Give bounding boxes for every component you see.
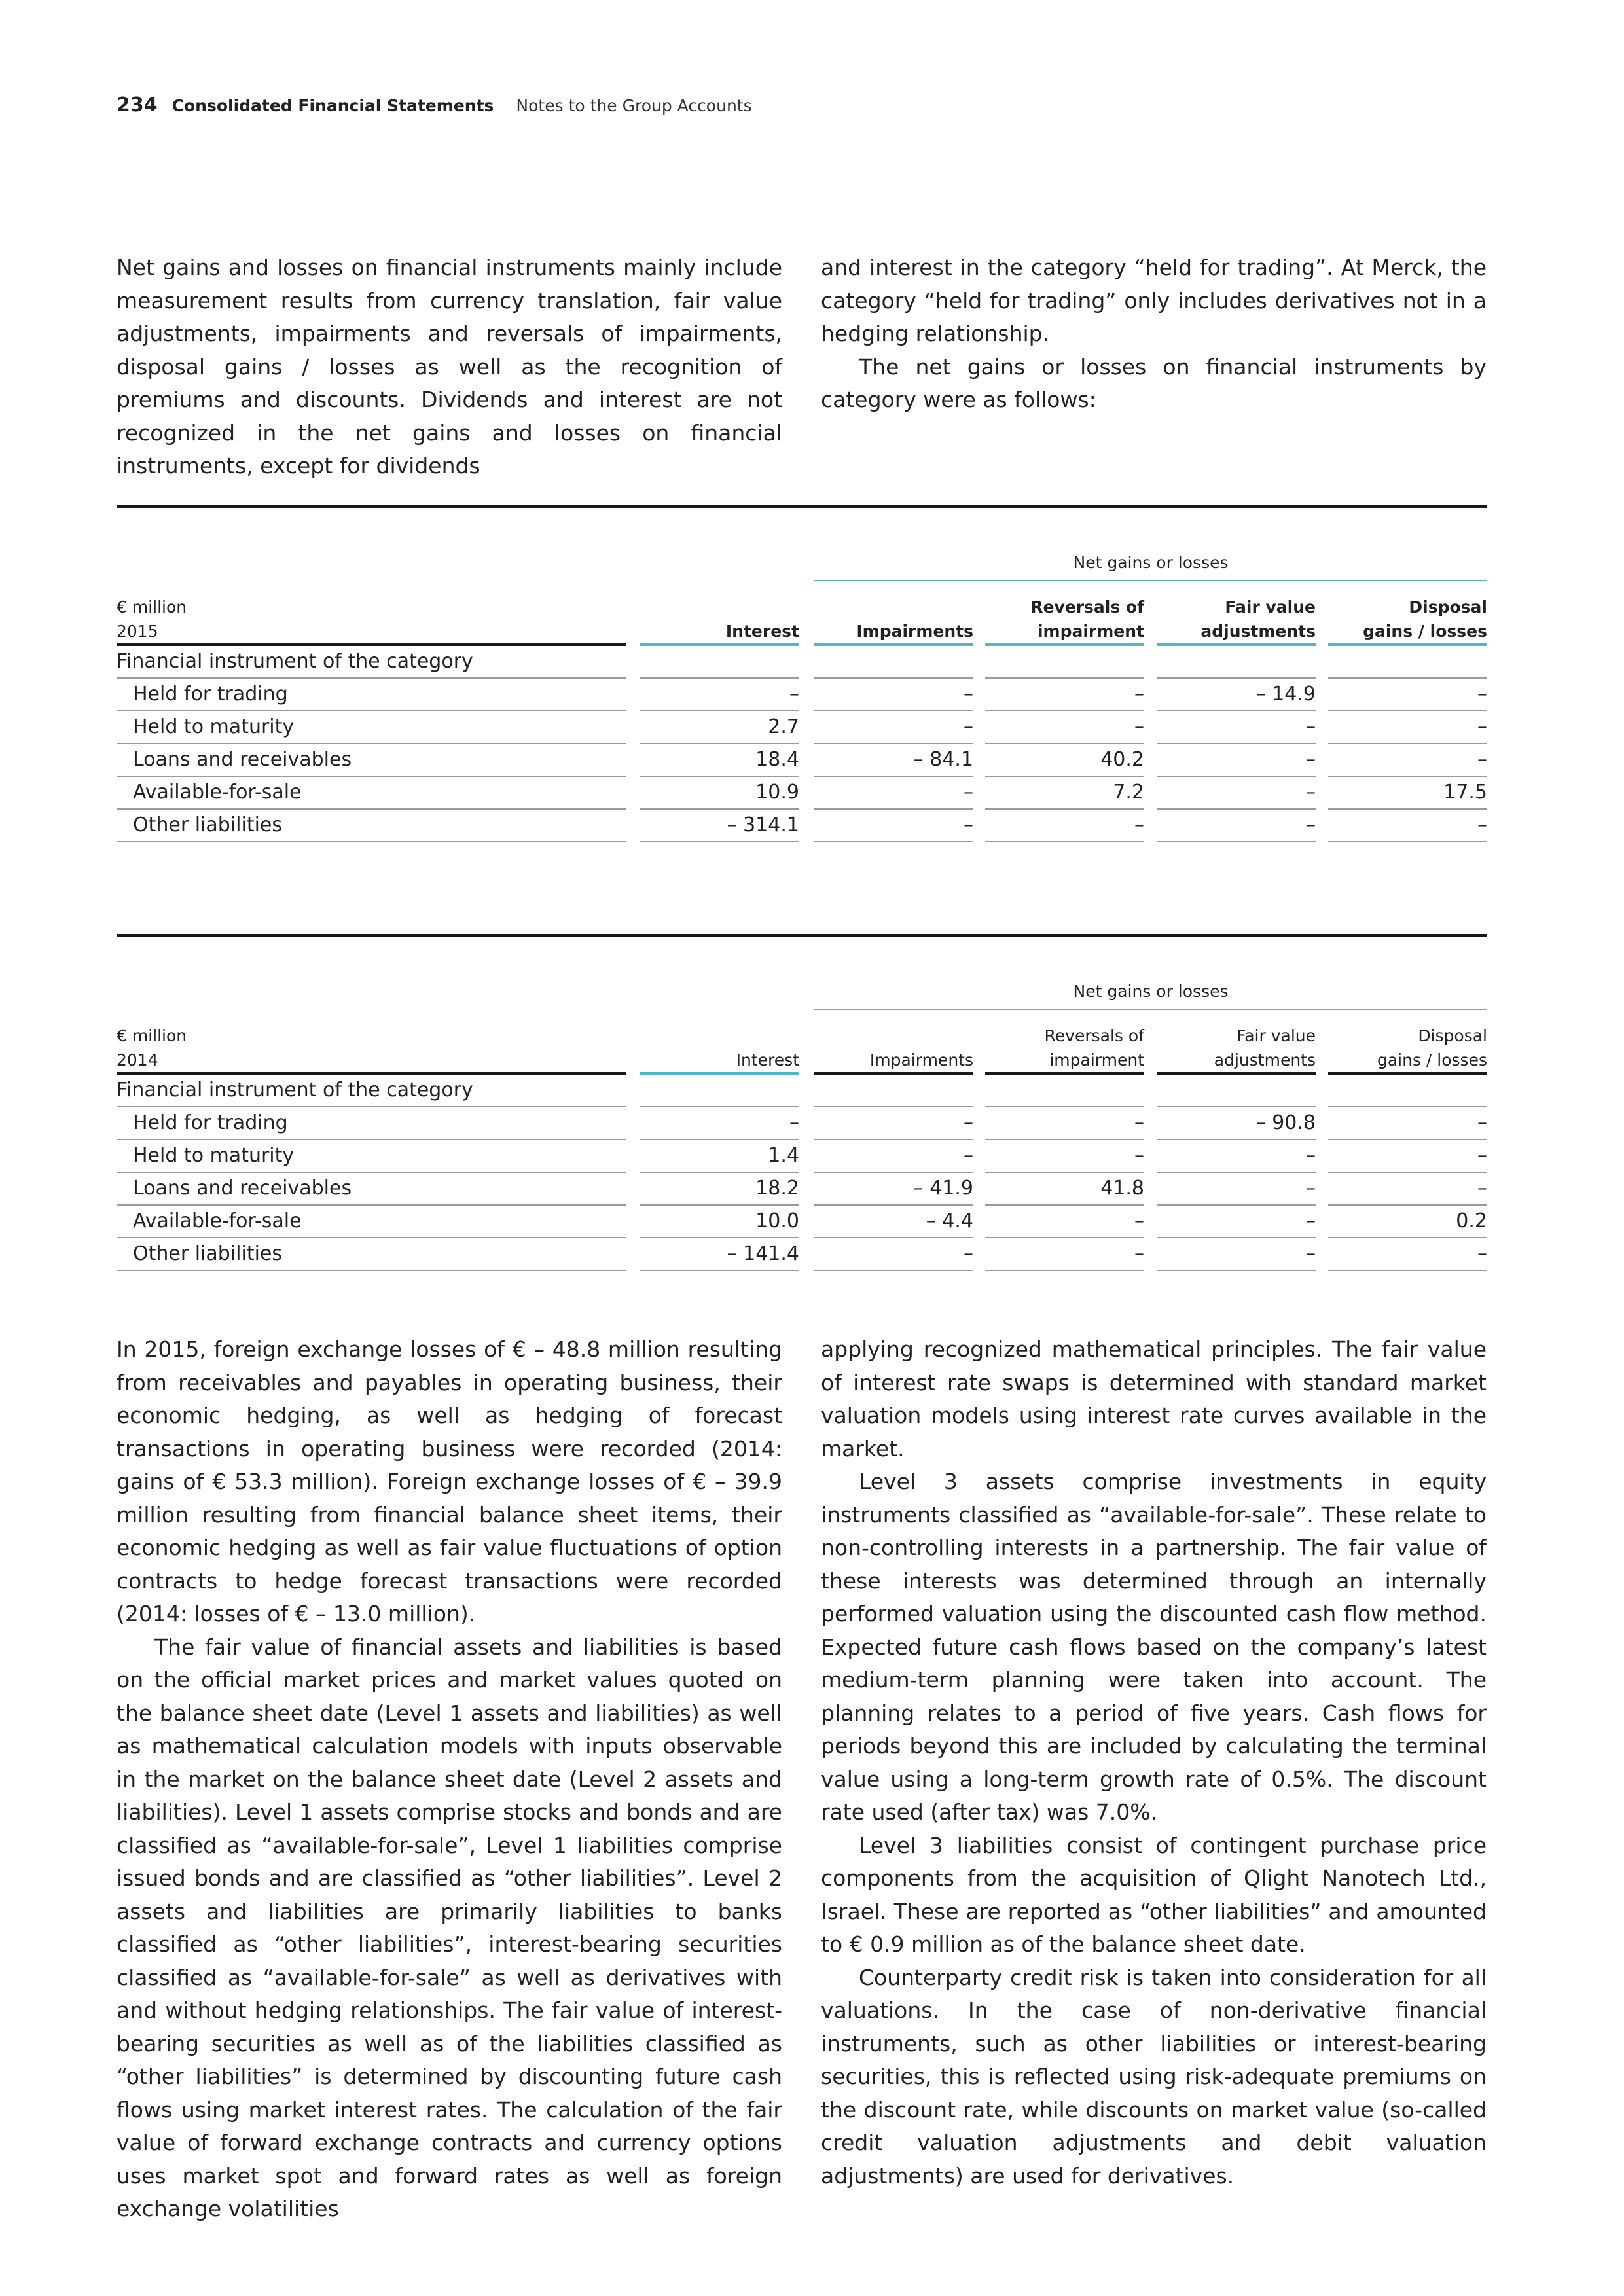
paragraph: Level 3 assets comprise investments in equity instruments classified as “available-for-sale”. These relate to non-controlling interests in a partnership. The fair value of these interests was determined through an internally performed valuation using the discounted cash flow method. Expected future cash flows based on the company’s latest medium-term planning were taken into account. The planning relates to a period of five years. Cash flows for periods beyond this are included by calculating the terminal value using a long-term growth rate of 0.5%. The discount rate used (after tax) was 7.0%.	[821, 1469, 1487, 1825]
cell-rule	[1328, 1270, 1487, 1271]
paragraph: Net gains and losses on financial instruments mainly include measurement results from currency translation, fair value adjustments, impairments and reversals of impairments, disposal gains / losses as well as the recognition of premiums and discounts. Dividends and interest are not recognized in the net gains and losses on financial instruments, except for dividends	[117, 255, 782, 478]
table-cell: 40.2	[1100, 748, 1144, 771]
table-row	[117, 1107, 1487, 1140]
category-row	[117, 646, 1487, 679]
table-cell: –	[964, 1111, 973, 1134]
column-header: impairment	[1037, 622, 1144, 641]
column-header-line1: Reversals of	[1030, 598, 1144, 617]
table-cell: 7.2	[1113, 781, 1144, 804]
table-cell: –	[789, 1111, 799, 1134]
column-header: Impairments	[856, 622, 973, 641]
table-row	[117, 777, 1487, 810]
table-cell: –	[1477, 1144, 1487, 1167]
table-cell: – 14.9	[1255, 683, 1316, 706]
table-cell: –	[1134, 1144, 1144, 1167]
table-cell: –	[1306, 781, 1316, 804]
year-label: 2014	[117, 1050, 158, 1069]
table-cell: –	[964, 683, 973, 706]
cell-rule	[985, 1270, 1144, 1271]
body-right-column	[821, 1333, 1487, 2193]
table-row	[117, 1140, 1487, 1173]
unit-label: € million	[117, 1026, 187, 1045]
table-cell: – 314.1	[727, 814, 799, 836]
table-cell: –	[1306, 1177, 1316, 1200]
table-cell: – 4.4	[926, 1210, 973, 1232]
table-cell: 17.5	[1443, 781, 1487, 804]
cell-rule	[1157, 1270, 1316, 1271]
table-cell: 41.8	[1100, 1177, 1144, 1200]
row-label: Held for trading	[133, 1111, 288, 1134]
table-cell: –	[1134, 715, 1144, 738]
cell-rule	[1157, 841, 1316, 842]
column-header: adjustments	[1214, 1050, 1316, 1069]
body-left-column	[117, 1333, 782, 2226]
table-row	[117, 1238, 1487, 1271]
row-label: Loans and receivables	[133, 1177, 352, 1200]
row-label: Financial instrument of the category	[117, 650, 473, 673]
row-label: Held to maturity	[133, 715, 295, 738]
subsection-title: Notes to the Group Accounts	[516, 96, 752, 115]
table-cell: –	[1477, 814, 1487, 836]
column-header-line1: Reversals of	[1044, 1026, 1144, 1045]
table-cell: –	[964, 781, 973, 804]
group-header-rule	[814, 1009, 1487, 1010]
table-cell: 1.4	[768, 1144, 799, 1167]
table-cell: 0.2	[1456, 1210, 1487, 1232]
column-header: gains / losses	[1363, 622, 1487, 641]
table-cell: –	[1306, 814, 1316, 836]
table-cell: –	[1477, 1177, 1487, 1200]
table-cell: –	[964, 1242, 973, 1265]
intro-right-column	[821, 251, 1487, 417]
row-rule	[117, 841, 626, 842]
cell-rule	[814, 841, 973, 842]
table-cell: –	[1306, 1242, 1316, 1265]
row-label: Available-for-sale	[133, 781, 302, 804]
table-cell	[1328, 1075, 1487, 1107]
table-cell: –	[1306, 1144, 1316, 1167]
table-cell: – 84.1	[913, 748, 973, 771]
paragraph: In 2015, foreign exchange losses of € – 48.8 million resulting from receivables and payables in operating business, their economic hedging, as well as hedging of forecast transactions in operating business were recorded (2014: gains of € 53.3 million). Foreign exchange losses of € – 39.9 million resulting from financial balance sheet items, their economic hedging as well as fair value fluctuations of option contracts to hedge forecast transactions were recorded (2014: losses of € – 13.0 million).	[117, 1336, 782, 1626]
table-cell: 18.4	[755, 748, 799, 771]
row-label: Held to maturity	[133, 1144, 295, 1167]
table-top-rule	[117, 505, 1487, 508]
paragraph: Counterparty credit risk is taken into consideration for all valuations. In the case of non-derivative financial instruments, such as other liabilities or interest-bearing securities, this is reflected using risk-adequate premiums on the discount rate, while discounts on market value (so-called credit valuation adjustments and debit valuation adjustments) are used for derivatives.	[821, 1964, 1487, 2189]
table-cell: – 41.9	[913, 1177, 973, 1200]
paragraph: The fair value of financial assets and liabilities is based on the official market prices and market values quoted on the balance sheet date (Level 1 assets and liabilities) as well as mathematical calculation models with inputs observable in the market on the balance sheet date (Level 2 assets and liabilities). Level 1 assets comprise stocks and bonds and are classified as “available-for-sale”, Level 1 liabilities comprise issued bonds and are classified as “other liabilities”. Level 2 assets and liabilities are primarily liabilities to banks classified as “other liabilities”, interest-bearing securities classified as “available-for-sale” as well as derivatives with and without hedging relationships. The fair value of interest-bearing securities as well as of the liabilities classified as “other liabilities” is determined by discounting future cash flows using market interest rates. The calculation of the fair value of forward exchange contracts and currency options uses market spot and forward rates as well as foreign exchange volatilities	[117, 1634, 782, 2221]
group-header: Net gains or losses	[1073, 982, 1229, 1001]
intro-left-column	[117, 251, 782, 483]
table-cell: –	[1134, 683, 1144, 706]
table-cell: –	[789, 683, 799, 706]
column-header: impairment	[1049, 1050, 1144, 1069]
paragraph: Level 3 liabilities consist of contingent purchase price components from the acquisition of Qlight Nanotech Ltd., Israel. These are reported as “other liabilities” and amounted to € 0.9 million as of the balance sheet date.	[821, 1832, 1487, 1957]
table-cell: –	[1477, 748, 1487, 771]
group-header: Net gains or losses	[1073, 553, 1229, 572]
table-cell: –	[1134, 814, 1144, 836]
table-top-rule	[117, 934, 1487, 937]
row-label: Available-for-sale	[133, 1210, 302, 1232]
category-row	[117, 1075, 1487, 1107]
table-cell	[640, 1075, 799, 1107]
table-cell: –	[1134, 1210, 1144, 1232]
table-row	[117, 1173, 1487, 1206]
table-cell: –	[964, 814, 973, 836]
table-row	[117, 1206, 1487, 1238]
cell-rule	[640, 841, 799, 842]
table-cell: –	[1477, 1111, 1487, 1134]
table-cell: –	[964, 1144, 973, 1167]
table-cell: 10.0	[755, 1210, 799, 1232]
table-row	[117, 744, 1487, 777]
row-label: Other liabilities	[133, 1242, 283, 1265]
table-cell: 2.7	[768, 715, 799, 738]
paragraph: applying recognized mathematical principles. The fair value of interest rate swaps is determined with standard market valuation models using interest rate curves available in the market.	[821, 1336, 1487, 1462]
table-cell: 10.9	[755, 781, 799, 804]
table-cell	[1157, 646, 1316, 679]
table-cell: –	[1134, 1242, 1144, 1265]
unit-label: € million	[117, 598, 187, 617]
row-label: Loans and receivables	[133, 748, 352, 771]
table-cell: –	[1306, 748, 1316, 771]
group-header-rule	[814, 580, 1487, 581]
cell-rule	[1328, 841, 1487, 842]
table-cell: –	[964, 715, 973, 738]
table-cell: –	[1306, 715, 1316, 738]
column-header-line1: Fair value	[1236, 1026, 1316, 1045]
row-label: Other liabilities	[133, 814, 283, 836]
table-2015	[117, 505, 1487, 852]
page-number: 234	[117, 94, 158, 117]
table-row	[117, 711, 1487, 744]
table-cell: –	[1477, 1242, 1487, 1265]
running-header	[117, 94, 752, 117]
table-cell	[985, 1075, 1144, 1107]
row-rule	[117, 1270, 626, 1271]
row-label: Held for trading	[133, 683, 288, 706]
cell-rule	[814, 1270, 973, 1271]
paragraph: and interest in the category “held for trading”. At Merck, the category “held for trading” only includes derivatives not in a hedging relationship.	[821, 255, 1487, 346]
column-header-line1: Fair value	[1225, 598, 1316, 617]
row-label: Financial instrument of the category	[117, 1079, 473, 1102]
table-cell	[814, 1075, 973, 1107]
year-label: 2015	[117, 622, 158, 641]
table-row	[117, 679, 1487, 711]
column-header: adjustments	[1200, 622, 1316, 641]
column-header: Interest	[736, 1050, 799, 1069]
table-cell: –	[1306, 1210, 1316, 1232]
table-2014	[117, 934, 1487, 1281]
table-cell	[985, 646, 1144, 679]
table-cell: 18.2	[755, 1177, 799, 1200]
column-header-line1: Disposal	[1409, 598, 1487, 617]
section-title: Consolidated Financial Statements	[171, 96, 494, 115]
table-cell	[1157, 1075, 1316, 1107]
paragraph: The net gains or losses on financial instruments by category were as follows:	[821, 353, 1487, 412]
column-header: gains / losses	[1377, 1050, 1487, 1069]
table-cell: –	[1477, 683, 1487, 706]
cell-rule	[985, 841, 1144, 842]
table-cell	[1328, 646, 1487, 679]
table-cell: –	[1477, 715, 1487, 738]
table-cell	[814, 646, 973, 679]
table-cell: – 141.4	[727, 1242, 799, 1265]
column-header: Interest	[725, 622, 799, 641]
table-row	[117, 810, 1487, 842]
column-header: Impairments	[869, 1050, 973, 1069]
cell-rule	[640, 1270, 799, 1271]
column-header-line1: Disposal	[1418, 1026, 1487, 1045]
table-cell	[640, 646, 799, 679]
table-cell: –	[1134, 1111, 1144, 1134]
table-cell: – 90.8	[1255, 1111, 1316, 1134]
